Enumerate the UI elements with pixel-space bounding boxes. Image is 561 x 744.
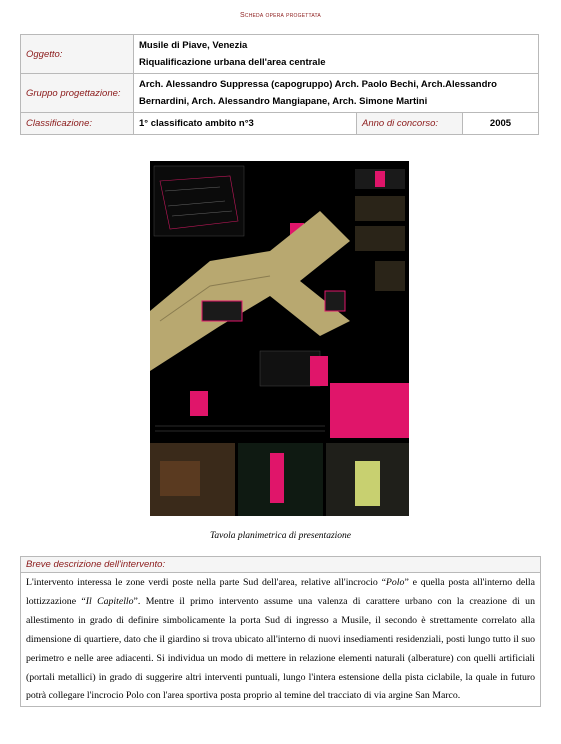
gruppo-row bbox=[21, 74, 539, 113]
description-text bbox=[21, 573, 540, 706]
classificazione-row bbox=[21, 113, 539, 135]
board-drawing bbox=[150, 161, 409, 516]
presentation-board-image bbox=[150, 161, 409, 516]
classificazione-value: 1° classificato ambito n°3 bbox=[134, 113, 357, 135]
gruppo-label: Gruppo progettazione: bbox=[21, 74, 134, 113]
description-part-2: ” e quella posta all'interno della lottizzazione “ bbox=[26, 577, 535, 607]
description-part-3: ”. Mentre il primo intervento assume una valenza di carattere urbano con la creazione di un allestimento in grado di definire simbolicamente la porta Sud di ingresso a Musile, il secondo è strettamente correlato alla dimensione di quartiere, dato che il giardino si trova ubicato all'interno di nuovi insediamenti residenziali, posti lungo tutto il suo perimetro e nelle aree adiacenti. Si individua un modo di mettere in relazione elementi naturali (alberature) con quelli artificiali (portali metallici) in grado di suggerire altri interventi puntuali, lungo l'intera estensione della pista ciclabile, la quale in futuro potrà collegare l'incrocio Polo con l'area sportiva posta proprio al temine del tracciato di via argine San Marco. bbox=[26, 595, 535, 702]
oggetto-line-1: Musile di Piave, Venezia bbox=[139, 40, 248, 51]
project-info-table bbox=[20, 34, 539, 135]
oggetto-value bbox=[134, 35, 539, 74]
page-title: Scheda opera progettata bbox=[240, 12, 321, 19]
oggetto-line-2: Riqualificazione urbana dell'area centrale bbox=[139, 57, 326, 68]
figure-caption: Tavola planimetrica di presentazione bbox=[210, 531, 351, 541]
oggetto-row bbox=[21, 35, 539, 74]
gruppo-value: Arch. Alessandro Suppressa (capogruppo) Arch. Paolo Bechi, Arch.Alessandro Bernardini, Arch. Alessandro Mangiapane, Arch. Simone Martini bbox=[134, 74, 539, 113]
polo-emphasis: Polo bbox=[385, 577, 405, 588]
anno-label: Anno di concorso: bbox=[357, 113, 463, 135]
oggetto-label: Oggetto: bbox=[21, 35, 134, 74]
description-box bbox=[20, 556, 541, 707]
anno-value: 2005 bbox=[463, 113, 539, 135]
capitello-emphasis: Il Capitello bbox=[85, 595, 134, 607]
description-part-1: L'intervento interessa le zone verdi poste nella parte Sud dell'area, relative all'incrocio “ bbox=[26, 577, 386, 588]
classificazione-label: Classificazione: bbox=[21, 113, 134, 135]
description-header: Breve descrizione dell'intervento: bbox=[21, 557, 540, 573]
